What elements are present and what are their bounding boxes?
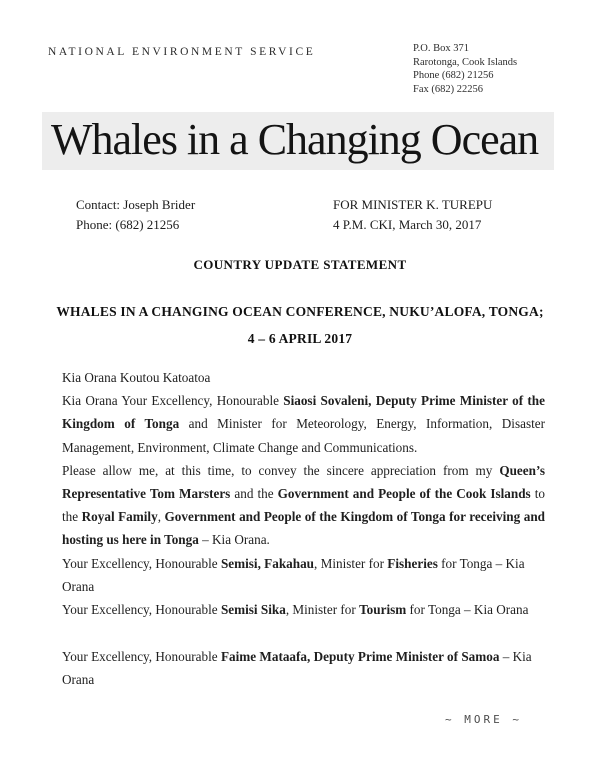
body-text-run: Kia Orana Your Excellency, Honourable: [62, 393, 284, 409]
body-text-bold-run: Tourism: [359, 602, 407, 618]
release-block: [333, 195, 492, 235]
body-text-bold-run: Fisheries: [387, 555, 438, 571]
release-date-line: 4 P.M. CKI, March 30, 2017: [333, 217, 482, 232]
for-minister-line: FOR MINISTER K. TUREPU: [333, 197, 493, 212]
body-text-run: for Tonga – Kia Orana: [62, 555, 525, 594]
body-text-bold-run: Queen’s Representative Tom Marsters: [62, 462, 545, 502]
document-body: [62, 366, 545, 692]
body-text-run: Your Excellency, Honourable: [62, 555, 221, 571]
address-line-city: Rarotonga, Cook Islands: [413, 56, 518, 68]
letterhead-address-block: [413, 42, 517, 96]
contact-phone-line: Phone: (682) 21256: [76, 217, 180, 232]
document-title: Whales in a Changing Ocean: [51, 115, 539, 164]
address-line-po-box: P.O. Box 371: [413, 43, 470, 54]
body-text-run: for Tonga – Kia Orana: [406, 602, 529, 618]
contact-block: [76, 195, 195, 235]
body-text-run: and Minister for Meteorology, Energy, Information, Disaster Management, Environment, Climate Change and Communications.: [62, 416, 545, 455]
body-text-bold-run: Royal Family: [81, 509, 158, 525]
body-paragraph-appreciation: [62, 459, 545, 552]
body-paragraph-sovaleni: [62, 389, 545, 459]
body-text-run: – Kia Orana: [62, 649, 532, 688]
address-line-phone: Phone (682) 21256: [413, 70, 494, 81]
statement-heading: COUNTRY UPDATE STATEMENT: [193, 257, 407, 272]
address-line-fax: Fax (682) 22256: [413, 83, 483, 95]
body-text-run: , Minister for: [314, 555, 388, 571]
body-text-run: Kia Orana Koutou Katoatoa: [62, 370, 211, 385]
body-paragraph-mataafa: [62, 645, 545, 691]
more-indicator: ~ MORE ~: [445, 713, 522, 726]
body-text-run: , Minister for: [285, 602, 360, 618]
body-text-run: and the: [230, 486, 278, 502]
body-text-run: to the: [62, 486, 545, 525]
body-text-run: – Kia Orana.: [198, 532, 270, 548]
body-paragraph-fakahau: [62, 552, 545, 598]
body-text-run: ,: [157, 509, 165, 525]
title-banner: [42, 112, 554, 170]
body-paragraph-sika: [62, 598, 545, 621]
letterhead-org-name: NATIONAL ENVIRONMENT SERVICE: [48, 46, 316, 58]
body-paragraph-greeting: [62, 366, 545, 389]
contact-name-line: Contact: Joseph Brider: [76, 197, 196, 212]
body-text-run: Your Excellency, Honourable: [62, 649, 221, 665]
body-text-bold-run: Semisi Sika: [220, 602, 286, 618]
body-text-run: Your Excellency, Honourable: [62, 602, 221, 618]
body-text-run: Please allow me, at this time, to convey the sincere appreciation from my: [62, 462, 500, 478]
body-text-bold-run: Government and People of the Kingdom of Tonga for receiving and hosting us here in Tonga: [62, 509, 546, 548]
body-text-bold-run: Semisi, Fakahau: [220, 555, 315, 571]
conference-dates-heading: 4 – 6 APRIL 2017: [247, 331, 353, 346]
body-text-bold-run: Siaosi Sovaleni, Deputy Prime Minister of the Kingdom of Tonga: [62, 393, 545, 432]
body-text-bold-run: Faime Mataafa, Deputy Prime Minister of Samoa: [220, 649, 500, 665]
body-text-bold-run: Government and People of the Cook Islands: [277, 486, 531, 502]
conference-heading: WHALES IN A CHANGING OCEAN CONFERENCE, NUKU’ALOFA, TONGA;: [56, 304, 544, 319]
